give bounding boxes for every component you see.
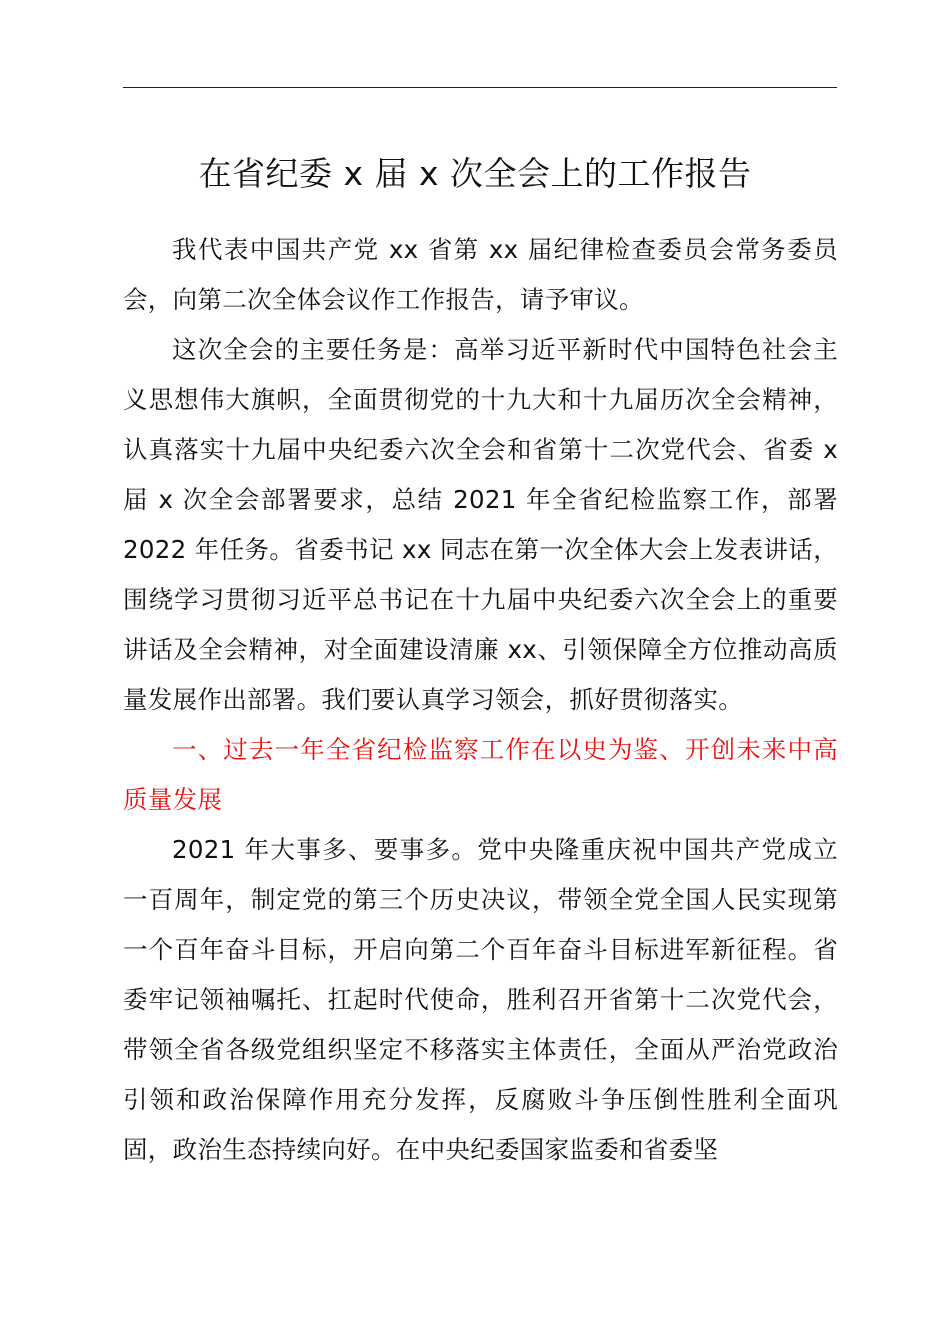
- section-heading: 一、过去一年全省纪检监察工作在以史为鉴、开创未来中高质量发展: [123, 735, 838, 814]
- section-paragraph: 2021 年大事多、要事多。党中央隆重庆祝中国共产党成立一百周年，制定党的第三个历史决议，带领全党全国人民实现第一个百年奋斗目标，开启向第二个百年奋斗目标进军新征程。省委牢记领袖嘱托、扛起时代使命，胜利召开省第十二次党代会，带领全省各级党组织坚定不移落实主体责任，全面从严治党政治引领和政治保障作用充分发挥，反腐败斗争压倒性胜利全面巩固，政治生态持续向好。在中央纪委国家监委和省委坚: [123, 835, 838, 1164]
- tasks-paragraph: 这次全会的主要任务是：高举习近平新时代中国特色社会主义思想伟大旗帜，全面贯彻党的十九大和十九届历次全会精神，认真落实十九届中央纪委六次全会和省第十二次党代会、省委 x 届 x 次全会部署要求，总结 2021 年全省纪检监察工作，部署 2022 年任务。省委书记 xx 同志在第一次全体大会上发表讲话，围绕学习贯彻习近平总书记在十九届中央纪委六次全会上的重要讲话及全会精神，对全面建设清廉 xx、引领保障全方位推动高质量发展作出部署。我们要认真学习领会，抓好贯彻落实。: [123, 335, 838, 714]
- header-rule: [123, 87, 837, 88]
- intro-paragraph: 我代表中国共产党 xx 省第 xx 届纪律检查委员会常务委员会，向第二次全体会议作工作报告，请予审议。: [123, 235, 838, 314]
- document-title: 在省纪委 x 届 x 次全会上的工作报告: [198, 154, 752, 193]
- document-body: [123, 225, 838, 1175]
